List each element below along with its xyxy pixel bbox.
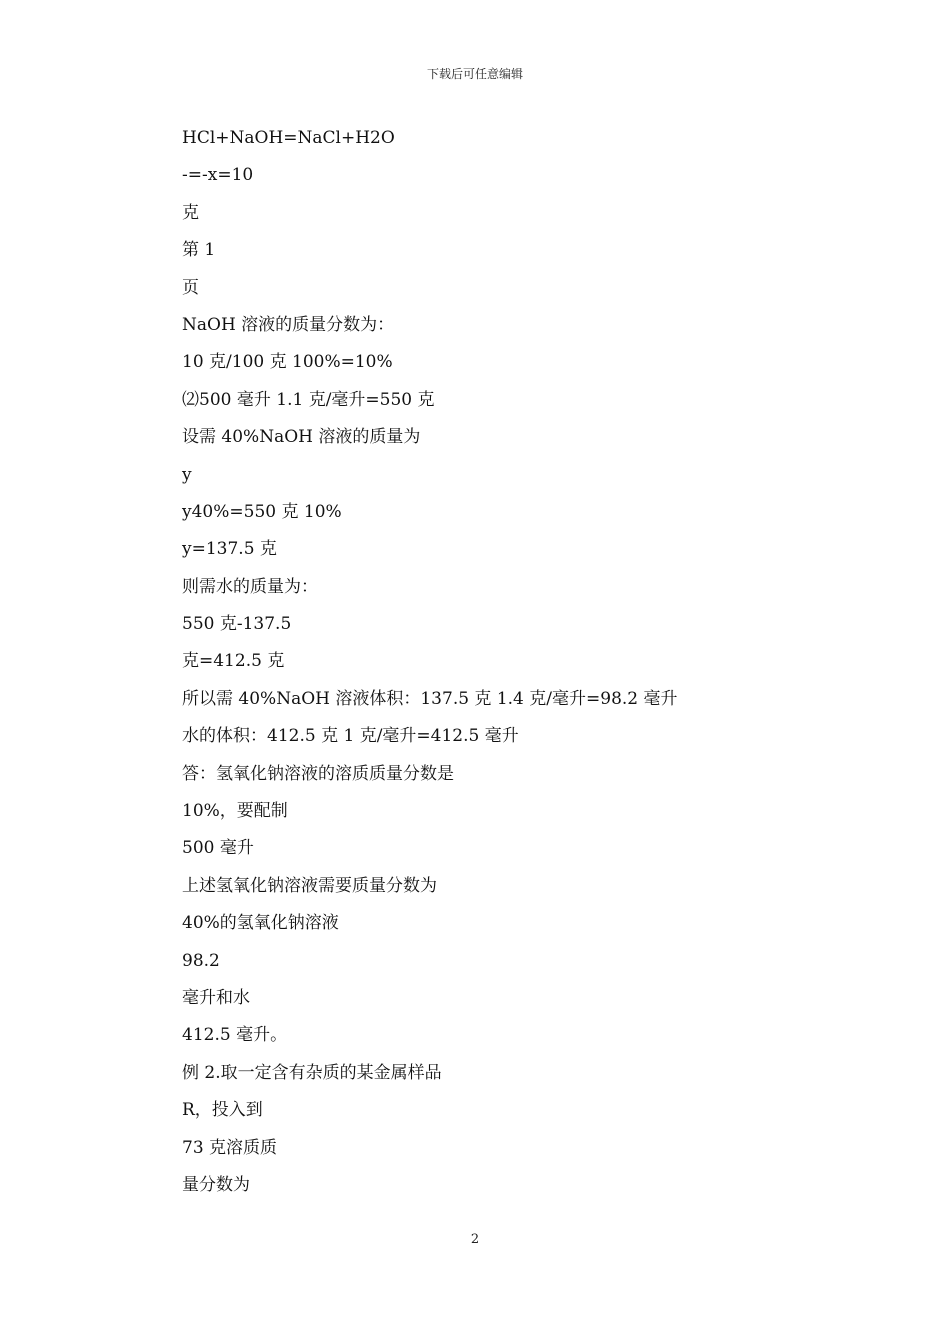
text-line: 10 克/100 克 100%=10%	[182, 352, 393, 373]
text-line: -=-x=10	[182, 165, 254, 186]
text-line: 第 1	[182, 240, 216, 261]
text-line: ⑵500 毫升 1.1 克/毫升=550 克	[182, 389, 435, 410]
page-number: 2	[470, 1232, 480, 1247]
text-line: y	[182, 464, 192, 485]
text-line: 10%，要配制	[182, 801, 288, 822]
text-line: 页	[182, 277, 199, 298]
text-line: 克=412.5 克	[182, 651, 285, 672]
text-line: y40%=550 克 10%	[182, 501, 342, 522]
text-line: 所以需 40%NaOH 溶液体积：137.5 克 1.4 克/毫升=98.2 毫升	[182, 688, 678, 709]
page-header: 下载后可任意编辑	[426, 67, 523, 81]
text-line: 答：氢氧化钠溶液的溶质质量分数是	[182, 763, 454, 784]
document-body	[182, 124, 822, 1208]
text-line: 克	[182, 202, 199, 223]
text-line: 则需水的质量为：	[182, 576, 318, 597]
text-line: 73 克溶质质	[182, 1137, 278, 1158]
text-line: 量分数为	[182, 1174, 250, 1195]
text-line: y=137.5 克	[182, 539, 277, 560]
text-line: 500 毫升	[182, 838, 254, 859]
text-line: HCl+NaOH=NaCl+H2O	[182, 128, 395, 148]
text-line: 设需 40%NaOH 溶液的质量为	[182, 427, 421, 448]
text-line: 40%的氢氧化钠溶液	[182, 913, 339, 934]
text-line: 毫升和水	[182, 987, 250, 1008]
text-line: R，投入到	[182, 1100, 263, 1121]
text-line: 例 2.取一定含有杂质的某金属样品	[182, 1062, 442, 1083]
text-line: 98.2	[182, 950, 220, 971]
text-line: 上述氢氧化钠溶液需要质量分数为	[182, 875, 437, 896]
text-line: 412.5 毫升。	[182, 1025, 288, 1046]
text-line: NaOH 溶液的质量分数为：	[182, 314, 395, 335]
text-line: 550 克-137.5	[182, 614, 292, 635]
text-line: 水的体积：412.5 克 1 克/毫升=412.5 毫升	[182, 726, 519, 747]
